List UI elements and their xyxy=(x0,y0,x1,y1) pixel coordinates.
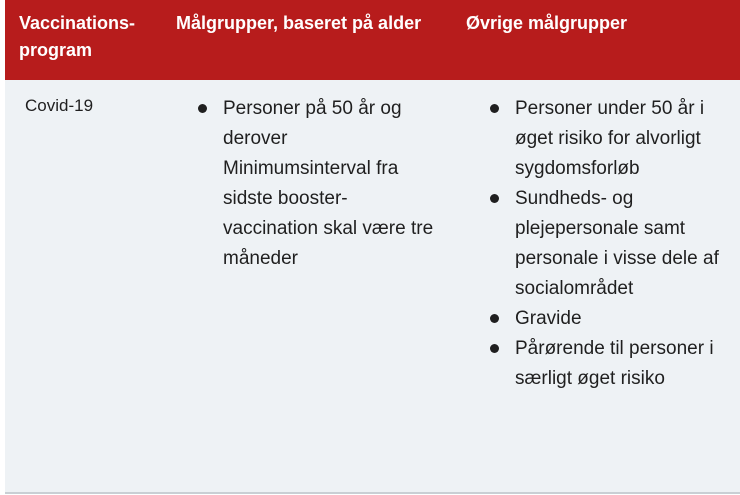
header-vaccination-program-label: Vaccinations- program xyxy=(19,13,136,60)
list-item xyxy=(195,94,440,274)
list-item-text: Gravide xyxy=(515,308,582,329)
header-age-groups-label: Målgrupper, baseret på alder xyxy=(176,13,422,33)
list-item-text: Pårørende til personer i særligt øget risiko xyxy=(515,338,714,389)
bullet-icon xyxy=(198,104,207,113)
header-vaccination-program xyxy=(19,10,164,64)
list-item xyxy=(487,184,732,304)
header-age-groups xyxy=(176,10,426,37)
bullet-icon xyxy=(490,344,499,353)
list-item-text: Sundheds- og plejepersonale samt personale i visse dele af socialområdet xyxy=(515,188,719,299)
bullet-icon xyxy=(490,104,499,113)
bullet-icon xyxy=(490,194,499,203)
other-groups-list xyxy=(487,94,732,394)
vaccination-table xyxy=(5,0,740,495)
bullet-icon xyxy=(490,314,499,323)
cell-other-groups xyxy=(487,94,732,394)
list-item xyxy=(487,94,732,184)
header-other-groups xyxy=(466,10,726,37)
table-bottom-rule xyxy=(5,492,740,494)
header-other-groups-label: Øvrige målgrupper xyxy=(466,13,628,33)
list-item xyxy=(487,304,732,334)
program-name: Covid-19 xyxy=(25,96,94,115)
cell-age-groups xyxy=(195,94,440,274)
list-item xyxy=(487,334,732,394)
list-item-text: Personer under 50 år i øget risiko for alvorligt sygdomsforløb xyxy=(515,98,705,179)
list-item-text: Personer på 50 år og derover Minimumsinterval fra sidste booster-vaccination skal være tre måneder xyxy=(223,98,434,269)
cell-program xyxy=(25,93,165,119)
age-groups-list xyxy=(195,94,440,274)
